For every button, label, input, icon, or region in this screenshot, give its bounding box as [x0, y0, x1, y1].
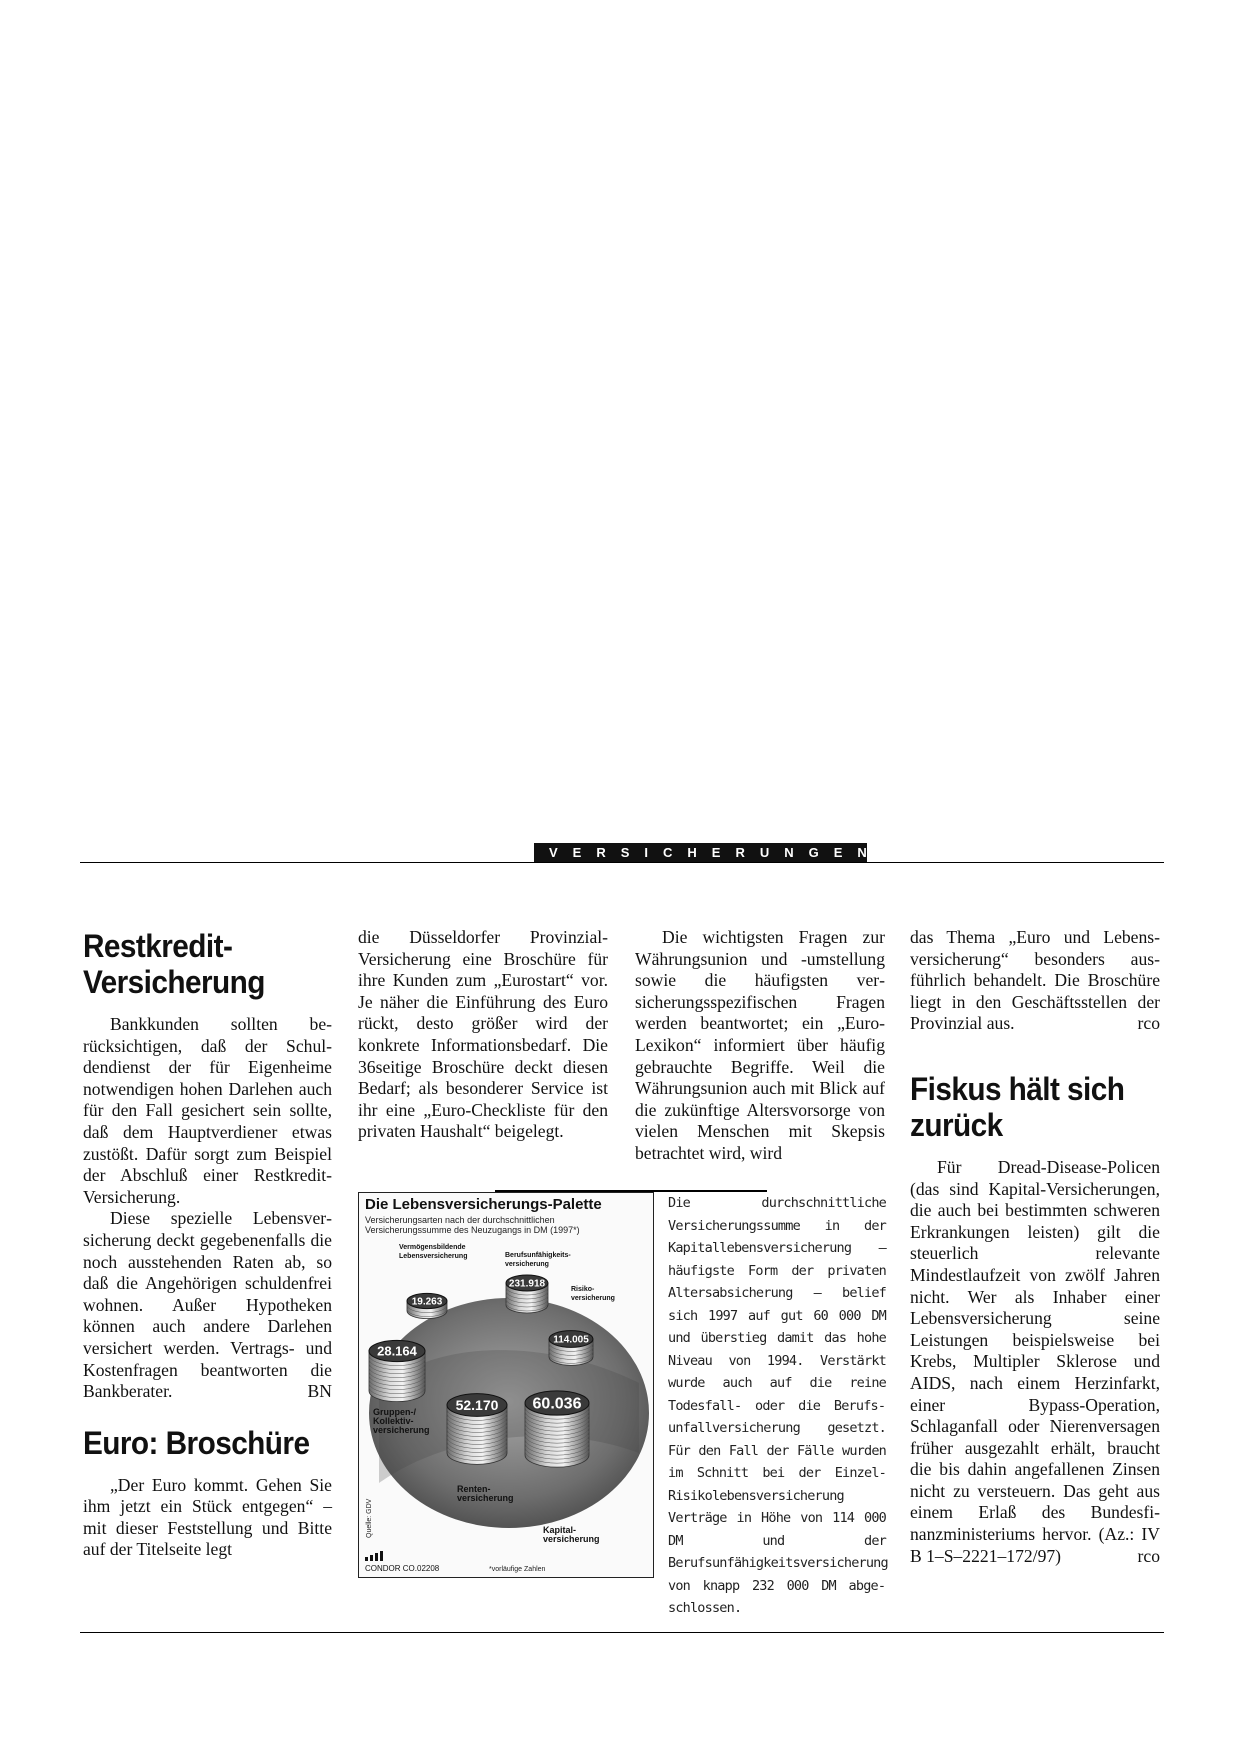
- stack-value: 231.918: [508, 1278, 546, 1290]
- stack-label: Kapital-: [543, 1525, 577, 1535]
- article-paragraph: Die wichtigsten Fragen zur Währungsunion und -umstellung sowie die häufigsten versicherungsspezifischen Fragen werden beantwortet; ein „Euro-Lexikon“ informiert über häufig gebrauchte Begriffe. Weil die Währungsunion auch mit Blick auf die zukünftige Altersvorsorge von vielen Menschen mit Skepsis betrachtet wird, wird: [635, 927, 885, 1163]
- article-text: das Thema „Euro und Lebensversicherung“ besonders ausführlich behandelt. Die Broschüre liegt in den Geschäftsstellen der Provinzial aus.: [910, 927, 1160, 1034]
- insurance-infographic: [358, 1192, 654, 1578]
- page-bottom-rule: [80, 1632, 1164, 1633]
- article-text: Diese spezielle Lebensversicherung deckt gegebenenfalls die noch ausstehenden Raten ab, so daß die Angehörigen schuldenfrei wohnen. Außer Hypotheken können auch andere Darlehen versichert werden. Vertrags- und Kostenfragen beantworten die Bankberater.: [83, 1208, 332, 1402]
- stack-label: Gruppen-/: [373, 1407, 416, 1417]
- section-rule: [80, 862, 1164, 863]
- stack-value: 19.263: [411, 1296, 443, 1308]
- graphic-subtitle: Versicherungssumme des Neuzugangs in DM (1997*): [365, 1225, 580, 1235]
- stack-label: Risiko-: [571, 1286, 595, 1293]
- author-signature: rco: [1137, 1545, 1160, 1566]
- stack-label: versicherung: [505, 1261, 549, 1268]
- column-1: [83, 928, 332, 1561]
- section-header: [80, 843, 1164, 863]
- article-paragraph: [910, 927, 1160, 1035]
- article-paragraph: [910, 1157, 1160, 1567]
- article-text: Für Dread-Disease-Policen (das sind Kapital-Versicherungen, die auch bei bestimmten schweren Erkrankungen leisten) gilt die steuerlich relevante Mindestlaufzeit von zwölf Jahren nicht. Wer als Inhaber einer Lebensversicherung seine Leistungen beispielsweise bei Krebs, Multipler Sklerose und AIDS, nach einem Herzinfarkt, einer Bypass-Operation, Schlaganfall oder Nierenversagen früher ausgezahlt erhält, braucht die bis dahin angefallenen Zinsen nicht zu versteuern. Das geht aus einem Erlaß des Bundesfinanzministeriums hervor. (Az.: IV B 1–S–2221–172/97): [910, 1156, 1160, 1566]
- stack-value: 28.164: [377, 1343, 417, 1359]
- stack-label: versicherung: [373, 1425, 430, 1435]
- infographic-caption: Die durchschnittliche Versicherungssumme in der Kapitallebensversicherung – häufigste Form der privaten Altersabsicherung – belief sich 1997 auf gut 60 000 DM und überstieg damit das hohe Niveau von 1994. Verstärkt wurde auch auf die reine Todesfall- oder die Berufsunfallversicherung gesetzt. Für den Fall der Fälle wurden im Schnitt bei der Einzel-Risikolebensversicherung Verträge in Höhe von 114 000 DM und der Berufsunfähigkeitsversicherung von knapp 232 000 DM abgeschlossen.: [668, 1195, 888, 1616]
- stack-label: versicherung: [457, 1493, 514, 1503]
- condor-logo: [365, 1551, 383, 1561]
- stack-label: Lebensversicherung: [399, 1253, 468, 1260]
- source-label: Quelle: GDV: [366, 1498, 373, 1538]
- article-paragraph: „Der Euro kommt. Gehen Sie ihm jetzt ein Stück entgegen“ – mit dieser Feststellung und Bitte auf der Titelseite legt: [83, 1474, 332, 1560]
- headline-euro-broschuere: Euro: Broschüre: [83, 1424, 310, 1461]
- headline-restkredit: Restkredit- Versicherung: [83, 928, 265, 1000]
- stack-value: 114.005: [553, 1334, 589, 1346]
- coin-stack: [505, 1252, 571, 1313]
- author-signature: rco: [1137, 1013, 1160, 1034]
- section-label: VERSICHERUNGEN: [534, 843, 867, 862]
- article-paragraph: [83, 1208, 332, 1402]
- article-paragraph: die Düsseldorfer Provinzial-Versicherung eine Broschüre für ihre Kunden zum „Eurostart“ vor. Je näher die Einführung des Euro rückt, desto größer wird der konkrete Informationsbedarf. Die 36seitige Broschüre deckt diesen Bedarf; als besonderer Service ist ihr eine „Euro-Checkliste für den privaten Haushalt“ beigelegt.: [358, 927, 608, 1142]
- author-signature: BN: [307, 1381, 332, 1402]
- stack-label: Berufsunfähigkeits-: [505, 1252, 571, 1259]
- headline-fiskus: Fiskus hält sich zurück: [910, 1070, 1125, 1143]
- graphic-title: Die Lebensversicherungs-Palette: [365, 1196, 602, 1213]
- stack-value: 52.170: [455, 1396, 499, 1413]
- graphic-subtitle: Versicherungsarten nach der durchschnittlichen: [365, 1215, 555, 1225]
- column-3: [635, 927, 885, 1165]
- stack-label: versicherung: [571, 1295, 615, 1302]
- stack-label: versicherung: [543, 1534, 600, 1544]
- graphic-credit: CONDOR CO.02208: [365, 1564, 440, 1573]
- column-4: [910, 927, 1160, 1567]
- stack-label: Renten-: [457, 1484, 491, 1494]
- column-2: [358, 927, 608, 1143]
- infographic-svg: [359, 1193, 653, 1577]
- stack-label: Vermögensbildende: [399, 1244, 466, 1251]
- stack-value: 60.036: [532, 1395, 582, 1413]
- stack-label: Kollektiv-: [373, 1416, 414, 1426]
- graphic-footnote: *vorläufige Zahlen: [489, 1566, 546, 1573]
- article-paragraph: Bankkunden sollten berücksichtigen, daß der Schuldendienst der für Eigenheime notwendigen hohen Darlehen auch für den Fall gesichert sein sollte, daß dem Hauptverdiener etwas zustößt. Dafür sorgt zum Beispiel der Abschluß einer Restkredit-Versicherung.: [83, 1014, 332, 1207]
